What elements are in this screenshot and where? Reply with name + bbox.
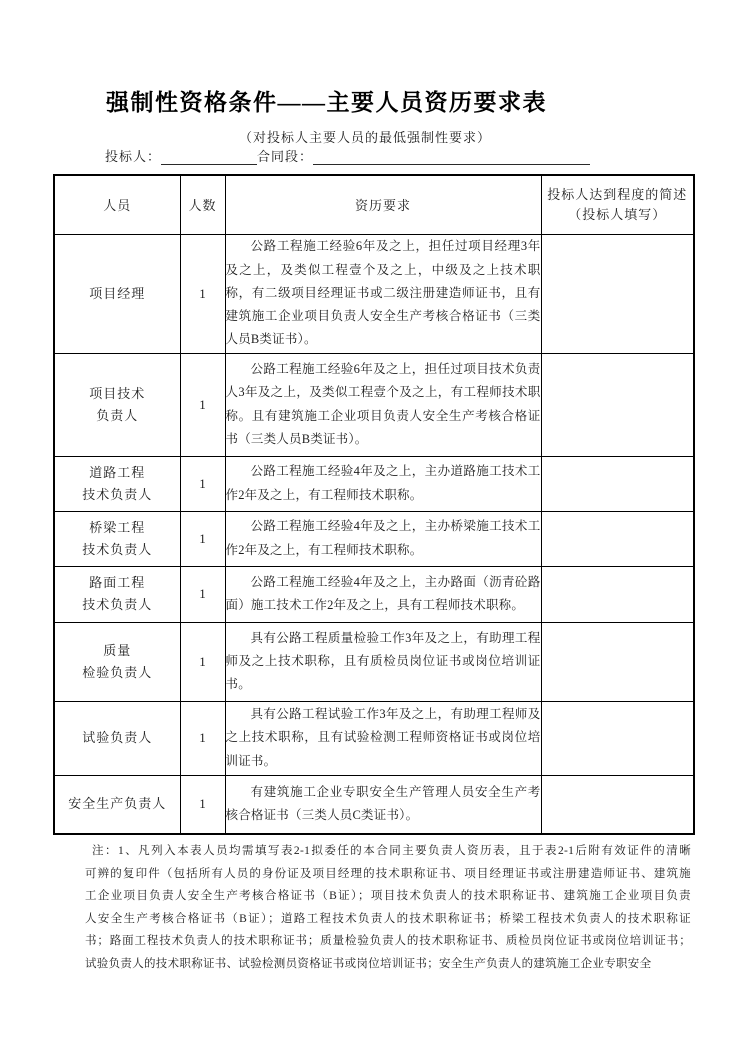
- personnel-name-line: 检验负责人: [82, 664, 153, 680]
- requirement-cell: [225, 353, 541, 456]
- header-personnel: 人员: [54, 175, 180, 234]
- requirement-text: 公路工程施工经验4年及之上，主办路面（沥青砼路面）施工技术工作2年及之上，具有工程师技术职称。: [225, 574, 541, 612]
- table-row-project-technical-lead: [54, 353, 694, 456]
- table-row-project-manager: [54, 234, 694, 353]
- footnote: [85, 840, 691, 976]
- count-cell: 1: [180, 353, 225, 456]
- personnel-cell: [54, 456, 180, 511]
- count-cell: 1: [180, 701, 225, 775]
- personnel-cell: [54, 353, 180, 456]
- contract-section-label: 合同段：: [257, 149, 314, 164]
- bidder-statement-cell: [541, 353, 694, 456]
- footnote-line: 书；路面工程技术负责人的技术职称证书；质量检验负责人的技术职称证书、质检员岗位证书或岗位培训证书；: [85, 935, 691, 948]
- count-cell: 1: [180, 456, 225, 511]
- count-cell: 1: [180, 775, 225, 834]
- count-cell: 1: [180, 234, 225, 353]
- personnel-cell: [54, 775, 180, 834]
- count-cell: 1: [180, 566, 225, 622]
- footnote-line: 工企业项目负责人安全生产考核合格证书（B证）；项目技术负责人的技术职称证书、建筑施工企业项目负责: [85, 890, 691, 903]
- personnel-name-line: 安全生产负责人: [68, 796, 167, 812]
- personnel-name-line: 路面工程: [89, 575, 146, 590]
- bidder-statement-cell: [541, 775, 694, 834]
- footnote-line: 可辨的复印件（包括所有人员的身份证及项目经理的技术职称证书、项目经理证书或注册建造师证书、建筑施: [85, 867, 691, 880]
- bidder-statement-cell: [541, 622, 694, 701]
- personnel-name-line: 技术负责人: [82, 486, 153, 502]
- table-row-safety-lead: [54, 775, 694, 834]
- table-row-road-technical-lead: [54, 456, 694, 511]
- personnel-requirements-table: [53, 174, 695, 835]
- bidder-label: 投标人：: [105, 149, 162, 164]
- footnote-line: 注：1、凡列入本表人员均需填写表2-1拟委任的本合同主要负责人资历表，且于表2-1后附有效证件的清晰: [92, 845, 691, 857]
- personnel-name-line: 道路工程: [89, 464, 146, 480]
- requirement-cell: [225, 511, 541, 566]
- requirement-text: 具有公路工程质量检验工作3年及之上，有助理工程师及之上技术职称，且有质检员岗位证书或岗位培训证书。: [225, 630, 541, 692]
- table-row-test-lead: [54, 701, 694, 775]
- count-cell: 1: [180, 622, 225, 701]
- table-header-row: [54, 175, 694, 234]
- table-row-bridge-technical-lead: [54, 511, 694, 566]
- personnel-name-line: 技术负责人: [82, 597, 153, 612]
- personnel-name-line: 桥梁工程: [89, 519, 146, 535]
- requirement-text: 公路工程施工经验4年及之上，主办道路施工技术工作2年及之上，有工程师技术职称。: [225, 464, 541, 502]
- requirement-text: 公路工程施工经验6年及之上，担任过项目经理3年及之上，及类似工程壹个及之上，中级及之上技术职称，有二级项目经理证书或二级注册建造师证书，且有建筑施工企业项目负责人安全生产考核合格证书（三类人员B类证书）。: [225, 239, 541, 347]
- bidder-contract-line: [105, 146, 590, 165]
- bidder-statement-cell: [541, 511, 694, 566]
- personnel-cell: [54, 566, 180, 622]
- personnel-name-line: 质量: [103, 642, 132, 658]
- footnote-line: 人安全生产考核合格证书（B证）；道路工程技术负责人的技术职称证书；桥梁工程技术负责人的技术职称证: [85, 912, 691, 925]
- requirement-cell: [225, 622, 541, 701]
- personnel-cell: [54, 622, 180, 701]
- personnel-name-line: 技术负责人: [82, 541, 153, 557]
- table-row-quality-inspection-lead: [54, 622, 694, 701]
- requirement-text: 有建筑施工企业专职安全生产管理人员安全生产考核合格证书（三类人员C类证书）。: [225, 785, 541, 823]
- bidder-statement-cell: [541, 234, 694, 353]
- table-row-pavement-technical-lead: [54, 566, 694, 622]
- personnel-name-line: 负责人: [96, 407, 139, 423]
- personnel-name-line: 项目技术: [89, 385, 146, 401]
- requirement-cell: [225, 775, 541, 834]
- requirement-cell: [225, 701, 541, 775]
- personnel-name-line: 项目经理: [89, 285, 146, 301]
- page-subtitle: （对投标人主要人员的最低强制性要求）: [238, 130, 491, 145]
- personnel-cell: [54, 701, 180, 775]
- header-count: 人数: [180, 175, 225, 234]
- requirement-cell: [225, 456, 541, 511]
- count-cell: 1: [180, 511, 225, 566]
- bidder-blank-field: [161, 151, 257, 165]
- header-requirements: 资历要求: [225, 175, 541, 234]
- personnel-cell: [54, 511, 180, 566]
- requirement-cell: [225, 234, 541, 353]
- bidder-statement-cell: [541, 701, 694, 775]
- requirement-text: 具有公路工程试验工作3年及之上，有助理工程师及之上技术职称，且有试验检测工程师资格证书或岗位培训证书。: [225, 707, 541, 768]
- page-title: 强制性资格条件——主要人员资历要求表: [106, 90, 547, 115]
- footnote-line: 试验负责人的技术职称证书、试验检测员资格证书或岗位培训证书；安全生产负责人的建筑施工企业专职安全: [85, 957, 652, 970]
- personnel-cell: [54, 234, 180, 353]
- header-statement-line1: 投标人达到程度的简述: [547, 186, 688, 202]
- personnel-name-line: 试验负责人: [82, 730, 153, 745]
- requirement-text: 公路工程施工经验6年及之上，担任过项目技术负责人3年及之上，及类似工程壹个及之上，有工程师技术职称。且有建筑施工企业项目负责人安全生产考核合格证书（三类人员B类证书）。: [225, 362, 541, 446]
- requirement-text: 公路工程施工经验4年及之上，主办桥梁施工技术工作2年及之上，有工程师技术职称。: [225, 519, 541, 557]
- bidder-statement-cell: [541, 566, 694, 622]
- bidder-statement-cell: [541, 456, 694, 511]
- requirement-cell: [225, 566, 541, 622]
- header-statement-line2: （投标人填写）: [568, 206, 667, 222]
- contract-section-blank-field: [313, 151, 590, 165]
- header-bidder-statement: [541, 175, 694, 234]
